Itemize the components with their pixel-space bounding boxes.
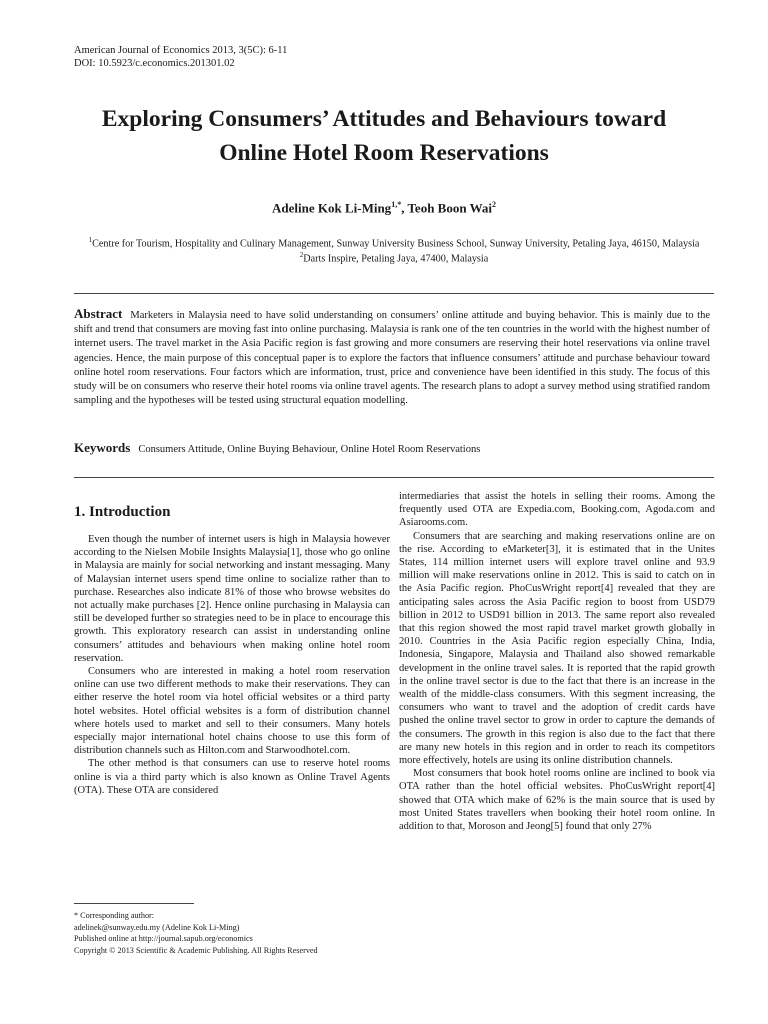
keywords <box>74 440 714 456</box>
divider-bottom <box>74 477 714 478</box>
journal-header <box>74 44 287 70</box>
footnote-email: adelinek@sunway.edu.my (Adeline Kok Li-Ming) <box>74 922 240 932</box>
right-paragraph-2: Consumers that are searching and making reservations online are on the rise. According to eMarketer[3], it is estimated that in the Unites States, 114 million internet users will explore travel online and 93.9 million will make reservations online in 2012. This is said to catch on in the Asia Pacific region. PhoCusWright report[4] revealed that they are anticipating sales across the Asia Pacific region to boost from USD79 billion in 2012 to USD91 billion in 2013. The same report also revealed that this region showed the most rapid travel market growth globally in 2010. Countries in the Asia Pacific region especially China, India, Indonesia, Singapore, Malaysia and Thailand also showed remarkable development in the online travel sales. It is reported that the rapid growth in the online travel sector is due to the fact that there is an increase in the wealth of the middle-class consumers. With this segment increasing, the consumers who want to travel and the adoption of credit cards have pushed the online travel sector to grow in order to capture the demands of the consumers. The growth in this region is also due to the fact that there are many new hotels in this region and in order to reach its competitors more effectively, hotels are using its online distribution channels. <box>399 530 715 767</box>
author-list <box>0 200 768 216</box>
author-separator: , <box>401 200 408 216</box>
author-2-marker: 2 <box>492 200 496 209</box>
right-paragraph-1: intermediaries that assist the hotels in selling their rooms. Among the frequently used OTA are Expedia.com, Booking.com, Agoda.com and Asiarooms.com. <box>399 491 715 529</box>
right-paragraph-3: Most consumers that book hotel rooms online are inclined to book via OTA rather than the hotel official websites. PhoCusWright report[4] showed that OTA which make of 62% is the main source that is used by most United States travellers when booking their hotel room online. In addition to that, Moroson and Jeong[5] found that only 27% <box>399 768 715 833</box>
footnote-rule <box>74 903 194 904</box>
abstract <box>74 307 710 408</box>
keywords-label: Keywords <box>74 440 131 455</box>
title-line-2: Online Hotel Room Reservations <box>219 140 549 166</box>
affiliation-1-text: Centre for Tourism, Hospitality and Culinary Management, Sunway University Business School, Sunway University, Petaling Jaya, 46150, Malaysia <box>92 238 700 250</box>
left-column <box>74 533 390 797</box>
affiliation-2-marker: 2 <box>299 250 304 259</box>
affiliation-1-marker: 1 <box>88 236 93 244</box>
author-2: Teoh Boon Wai <box>407 200 492 216</box>
journal-citation: American Journal of Economics 2013, 3(5C): 6-11 <box>74 45 288 56</box>
left-paragraph-3: The other method is that consumers can use to reserve hotel rooms online is via a third party which is also known as Online Travel Agents (OTA). These OTA are considered <box>74 758 390 796</box>
affiliations <box>74 235 714 265</box>
doi: DOI: 10.5923/c.economics.201301.02 <box>74 58 235 69</box>
abstract-text: Marketers in Malaysia need to have solid understanding on consumers’ online attitude and buying behavior. This is mainly due to the shift and trend that consumers are moving fast into online purchasing. Malaysia is rank one of the ten countries in the world with the highest number of internet users. The travel market in the Asia Pacific region is fast growing and more consumers are reserving their hotel reservations via online travel agencies. Hence, the main purpose of this conceptual paper is to explore the factors that influence consumers’ attitude and purchase behaviour toward online hotel room reservations. Four factors which are information, trust, price and convenience have been identified in this study. The focus of this study will be on consumers who reserve their hotel rooms via online travel agents. The research plans to adopt a survey method using stratified random sampling and the hypotheses will be tested using structural equation modelling. <box>74 310 710 407</box>
author-1: Adeline Kok Li-Ming <box>272 200 392 216</box>
author-1-marker: 1,* <box>391 200 402 209</box>
footnote-corresponding: * Corresponding author: <box>74 911 155 920</box>
right-column <box>399 490 715 833</box>
abstract-label: Abstract <box>74 306 123 321</box>
footnote-copyright: Copyright © 2013 Scientific & Academic Publishing. All Rights Reserved <box>74 945 318 955</box>
paper-title <box>40 102 728 170</box>
left-paragraph-1: Even though the number of internet users is high in Malaysia however according to the Nielsen Mobile Insights Malaysia[1], those who go online in Malaysia are mainly for social networking and instant messaging. Many of Malaysian internet users spend time online to socialize rather than to purchase. Researches also indicate 81% of those who browse websites do not actually make purchases [2]. Hence online purchasing in Malaysia can still be developed further so strategies need to be in place to encourage this growth. This exploratory research can assist in understanding online consumers’ attitudes and behaviours when making online hotel room reservation. <box>74 534 390 664</box>
keywords-text: Consumers Attitude, Online Buying Behaviour, Online Hotel Room Reservations <box>138 444 481 455</box>
footnote <box>74 910 318 956</box>
affiliation-1 <box>74 235 714 250</box>
divider-top <box>74 293 714 294</box>
section-heading: 1. Introduction <box>74 504 171 520</box>
footnote-published: Published online at http://journal.sapub.org/economics <box>74 934 253 943</box>
left-paragraph-2: Consumers who are interested in making a hotel room reservation online can use two different methods to make their reservations. They can either reserve the hotel room via hotel official websites or a third party hotel websites. Hotel official websites is a form of distribution channel where hotels used to market and sell to their consumers. Many hotels especially major international hotel chains choose to use this form of distribution channels such as Hilton.com and Starwoodhotel.com. <box>74 666 390 757</box>
affiliation-2 <box>74 250 714 265</box>
affiliation-2-text: Darts Inspire, Petaling Jaya, 47400, Malaysia <box>303 253 489 265</box>
title-line-1: Exploring Consumers’ Attitudes and Behaviours toward <box>101 106 667 132</box>
